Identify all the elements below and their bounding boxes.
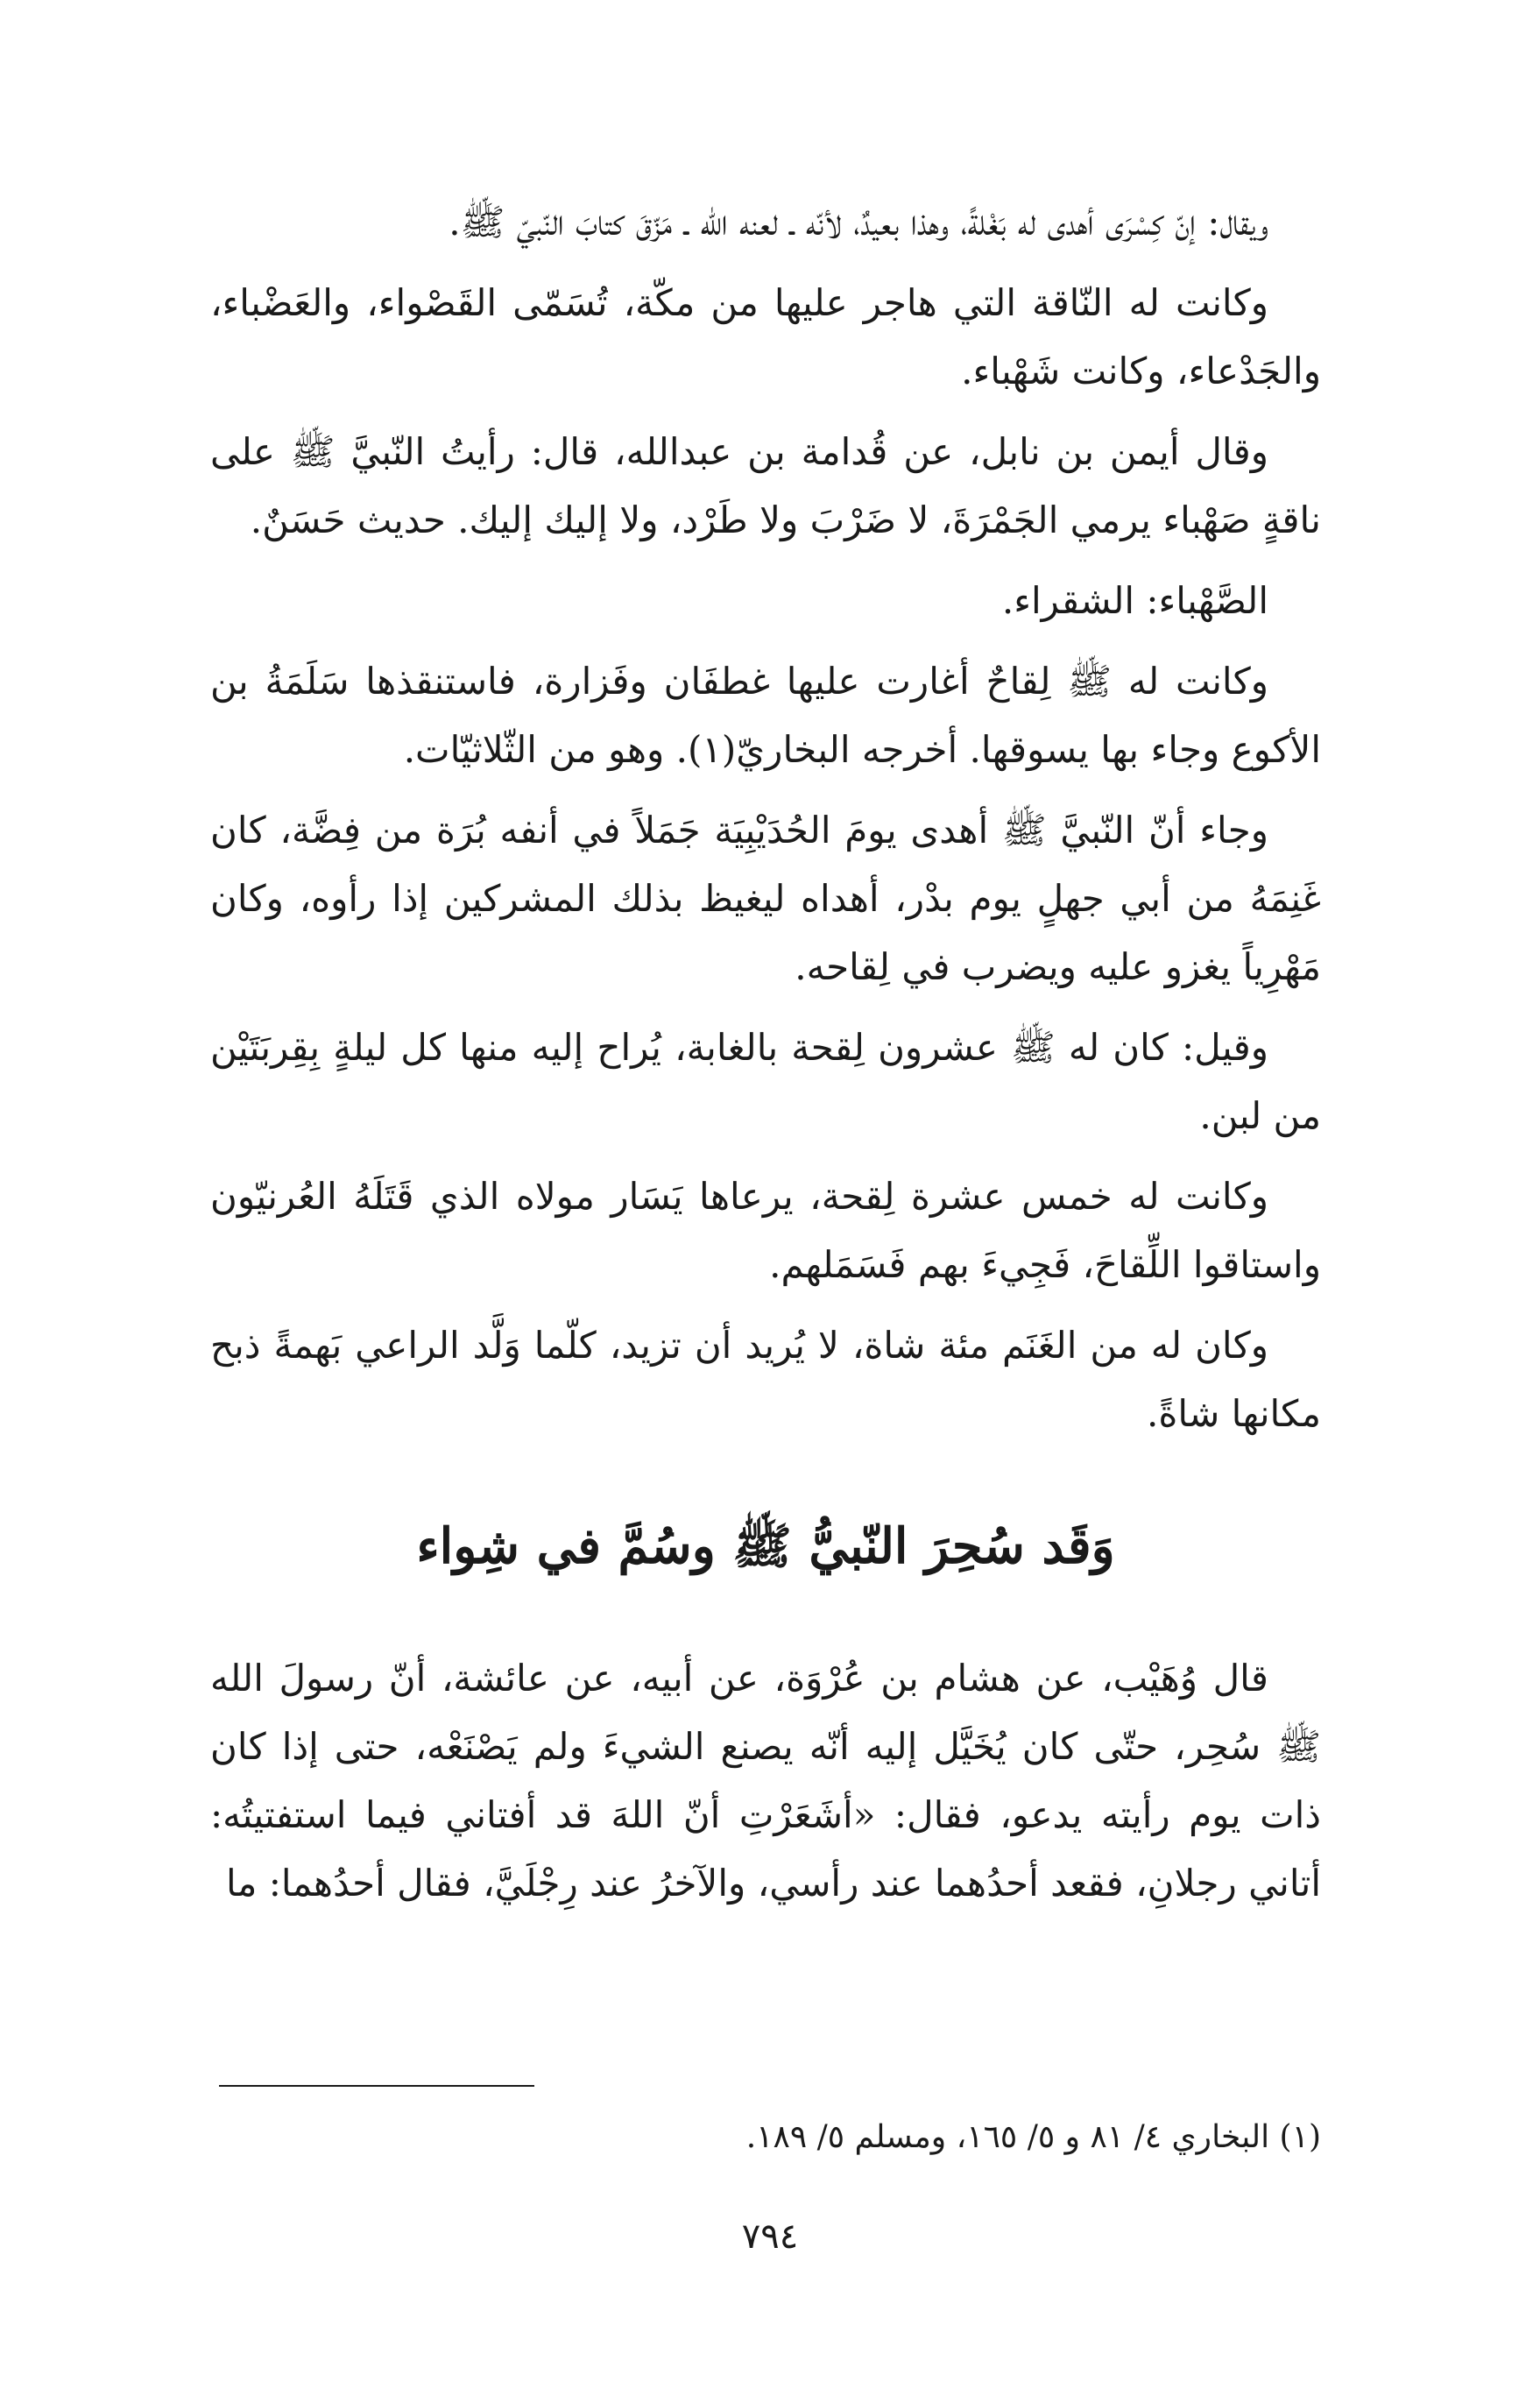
footnote: (١) البخاري ٤/ ٨١ و ٥/ ١٦٥، ومسلم ٥/ ١٨٩. [745,2119,1321,2155]
paragraph-hundred-sheep: وكان له من الغَنَم مئة شاة، لا يُريد أن تزيد، كلّما وَلَّد الراعي بَهمةً ذبح مكانها شاةً. [210,1324,1321,1435]
paragraph-twenty-liqah: وقيل: كان له ﷺ عشرون لِقحة بالغابة، يُراح إليه منها كل ليلةٍ بِقِربَتَيْن من لبن. [210,1026,1321,1137]
paragraph-sahba-definition: الصَّهْباء: الشقراء. [1001,579,1268,622]
page-body [210,188,1321,1930]
footnote-divider [219,2085,534,2087]
paragraph-she-camel: وكانت له النّاقة التي هاجر عليها من مكّة، تُسَمّى القَصْواء، والعَضْباء، والجَدْعاء، وكانت شَهْباء. [210,281,1321,392]
paragraph-liqah-ghatafan: وكانت له ﷺ لِقاحٌ أغارت عليها غطفَان وفَزارة، فاستنقذها سَلَمَةُ بن الأكوع وجاء بها يسوقها. أخرجه البخاريّ(١). وهو من الثّلاثيّات. [210,660,1321,771]
paragraph-fifteen-liqah: وكانت له خمس عشرة لِقحة، يرعاها يَسَار مولاه الذي قَتَلَهُ العُرنيّون واستاقوا اللِّقاحَ، فَجِيءَ بهم فَسَمَلهم. [210,1175,1321,1286]
page-number: ٧٩٤ [741,2216,799,2257]
section-heading: وَقَد سُحِرَ النّبيُّ ﷺ وسُمَّ في شِواء [416,1517,1115,1575]
paragraph-kisra-mule: ويقال: إنّ كِسْرَى أهدى له بَغْلةً، وهذا بعيدٌ، لأنّه ـ لعنه الله ـ مَزّقَ كتابَ النّبيّ ﷺ. [449,201,1268,244]
paragraph-hudaybiya-camel: وجاء أنّ النّبيَّ ﷺ أهدى يومَ الحُدَيْبِيَة جَمَلاً في أنفه بُرَة من فِضَّة، كان غَنِمَهُ من أبي جهلٍ يوم بدْر، أهداه ليغيظ بذلك المشركين إذا رأوه، وكان مَهْرِياً يغزو عليه ويضرب في لِقاحه. [210,809,1321,988]
paragraph-ayman-narration: وقال أيمن بن نابل، عن قُدامة بن عبدالله، قال: رأيتُ النّبيَّ ﷺ على ناقةٍ صَهْباء يرمي الجَمْرَةَ، لا ضَرْبَ ولا طَرْد، ولا إليك إليك. حديث حَسَنٌ. [210,430,1321,541]
paragraph-wuhayb-narration: قال وُهَيْب، عن هشام بن عُرْوَة، عن أبيه، عن عائشة، أنّ رسولَ الله ﷺ سُحِر، حتّى كان يُخَيَّل إليه أنّه يصنع الشيءَ ولم يَصْنَعْه، حتى إذا كان ذات يوم رأيته يدعو، فقال: «أشَعَرْتِ أنّ اللهَ قد أفتاني فيما استفتيتُه: أتاني رجلانِ، فقعد أحدُهما عند رأسي، والآخرُ عند رِجْلَيَّ، فقال أحدُهما: ما [210,1657,1321,1905]
